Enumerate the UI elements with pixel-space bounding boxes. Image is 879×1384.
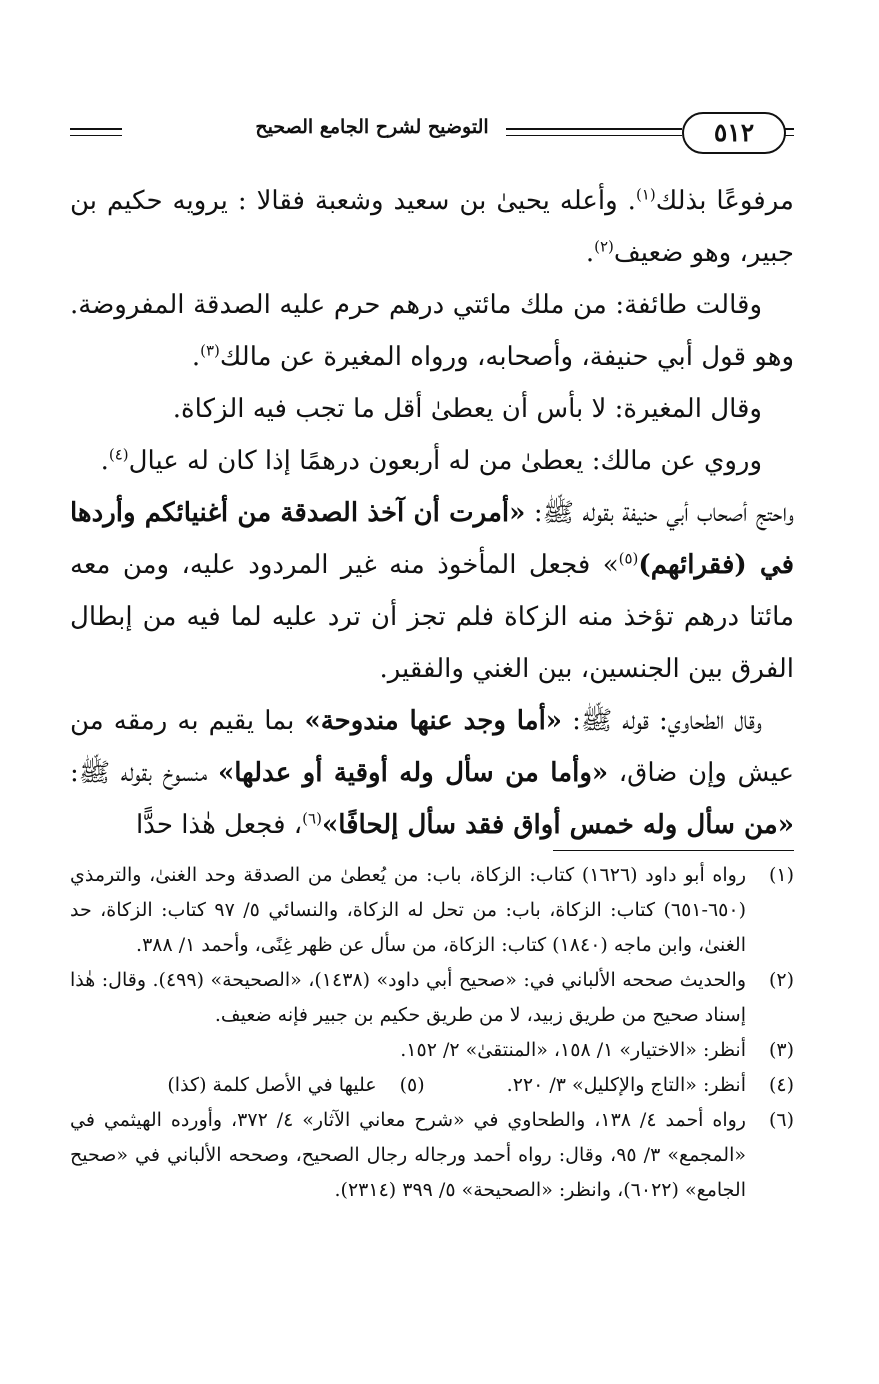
paragraph-4	[70, 435, 794, 487]
footnote-separator	[553, 850, 794, 851]
footnote-6	[70, 1103, 794, 1208]
paragraph-1	[70, 175, 794, 279]
text-run: وروي عن مالك: يعطىٰ من له أربعون درهمًا إذا كان له عيال	[128, 446, 762, 476]
footnote-2	[70, 963, 794, 1033]
paragraph-6	[70, 695, 794, 851]
footnote-ref-2: (٢)	[594, 237, 614, 256]
text-run: مرفوعًا بذلك	[655, 186, 794, 216]
footnote-ref-1: (١)	[635, 185, 656, 204]
text-run: .	[191, 342, 201, 372]
footnote-ref-6: (٦)	[302, 809, 322, 828]
footnote-text: عليها في الأصل كلمة (كذا)	[167, 1074, 377, 1096]
hadith-quote: «أمرت أن آخذ الصدقة من أغنيائكم وأردها في (فقرائهم)	[70, 498, 794, 580]
text-run: ، فجعل هٰذا حدًّا	[136, 810, 303, 840]
header-rule-left-bottom	[70, 135, 122, 136]
text-run: بما يقيم به رمقه من عيش وإن ضاق،	[70, 706, 794, 788]
paragraph-2	[70, 279, 794, 383]
footnote-text: والحديث صححه الألباني في: «صحيح أبي داود» (١٤٣٨)، «الصحيحة» (٤٩٩). وقال: هٰذا إسناد صحيح من طريق زبيد، لا من طريق حكيم بن جبير فإنه ضعيف.	[70, 969, 747, 1026]
footnote-ref-4: (٤)	[108, 445, 129, 464]
footnote-number: (٦)	[768, 1109, 794, 1131]
footnote-3	[70, 1033, 794, 1068]
hadith-quote: «وأما من سأل وله أوقية أو عدلها»	[217, 758, 609, 788]
hadith-quote: «من سأل وله خمس أواق فقد سأل إلحافًا»	[321, 810, 794, 840]
footnote-text: رواه أبو داود (١٦٢٦) كتاب: الزكاة، باب: من يُعطىٰ من الصدقة وحد الغنىٰ، والترمذي (٦٥٠-٦٥١) كتاب: الزكاة، باب: من تحل له الزكاة، والنسائي ٥/ ٩٧ كتاب: الزكاة، حد الغنىٰ، وابن ماجه (١٨٤٠) كتاب: الزكاة، من سأل عن ظهر غِنًى، وأحمد ١/ ٣٨٨.	[70, 864, 746, 956]
footnote-5	[167, 1068, 424, 1103]
footnote-row-4-5	[70, 1068, 794, 1103]
text-run: . وأعله يحيىٰ بن سعيد وشعبة فقالا : يرويه حكيم بن جبير، وهو ضعيف	[70, 186, 794, 268]
text-run: .	[100, 446, 109, 476]
page-number: ٥١٢	[682, 112, 786, 154]
text-run: وقال الطحاوي: قوله ﷺ:	[562, 706, 762, 736]
footnote-number: (٤)	[768, 1074, 794, 1096]
footnote-text: رواه أحمد ٤/ ١٣٨، والطحاوي في «شرح معاني الآثار» ٤/ ٣٧٢، وأورده الهيثمي في «المجمع» ٣/ ٩٥، وقال: رواه أحمد ورجاله رجال الصحيح، وصححه الألباني في «صحيح الجامع» (٦٠٢٢)، وانظر: «الصحيحة» ٥/ ٣٩٩ (٢٣١٤).	[70, 1109, 747, 1201]
main-text	[70, 175, 794, 851]
footnote-text: أنظر: «الاختيار» ١/ ١٥٨، «المنتقىٰ» ٢/ ١٥٢.	[400, 1039, 746, 1061]
running-title: التوضيح لشرح الجامع الصحيح	[238, 116, 506, 138]
text-run: واحتج أصحاب أبي حنيفة بقوله ﷺ:	[525, 498, 794, 528]
footnote-number: (٢)	[768, 969, 794, 991]
text-run: » فجعل المأخوذ منه غير المردود عليه، ومن معه مائتا درهم تؤخذ منه الزكاة فلم تجز أن ترد عليه لما فيه من إبطال الفرق بين الجنسين، بين الغني والفقير.	[70, 550, 794, 684]
footnote-text: أنظر: «التاج والإكليل» ٣/ ٢٢٠.	[506, 1074, 746, 1096]
text-run: .	[585, 238, 595, 268]
footnotes	[70, 858, 794, 1208]
footnote-4	[507, 1068, 794, 1103]
text-run: منسوخ بقوله ﷺ:	[70, 758, 218, 788]
hadith-quote: «أما وجد عنها مندوحة»	[304, 706, 563, 736]
footnote-1	[70, 858, 794, 963]
page-header	[70, 112, 794, 160]
header-rule-left-top	[70, 128, 122, 130]
paragraph-5	[70, 487, 794, 695]
footnote-ref-5: (٥)	[618, 549, 639, 568]
footnote-ref-3: (٣)	[200, 341, 220, 360]
text-run: وقالت طائفة: من ملك مائتي درهم حرم عليه الصدقة المفروضة. وهو قول أبي حنيفة، وأصحابه، ورواه المغيرة عن مالك	[70, 290, 794, 372]
footnote-number: (٣)	[768, 1039, 794, 1061]
footnote-number: (٥)	[399, 1074, 425, 1096]
paragraph-3: وقال المغيرة: لا بأس أن يعطىٰ أقل ما تجب فيه الزكاة.	[172, 394, 762, 424]
footnote-number: (١)	[768, 864, 794, 886]
